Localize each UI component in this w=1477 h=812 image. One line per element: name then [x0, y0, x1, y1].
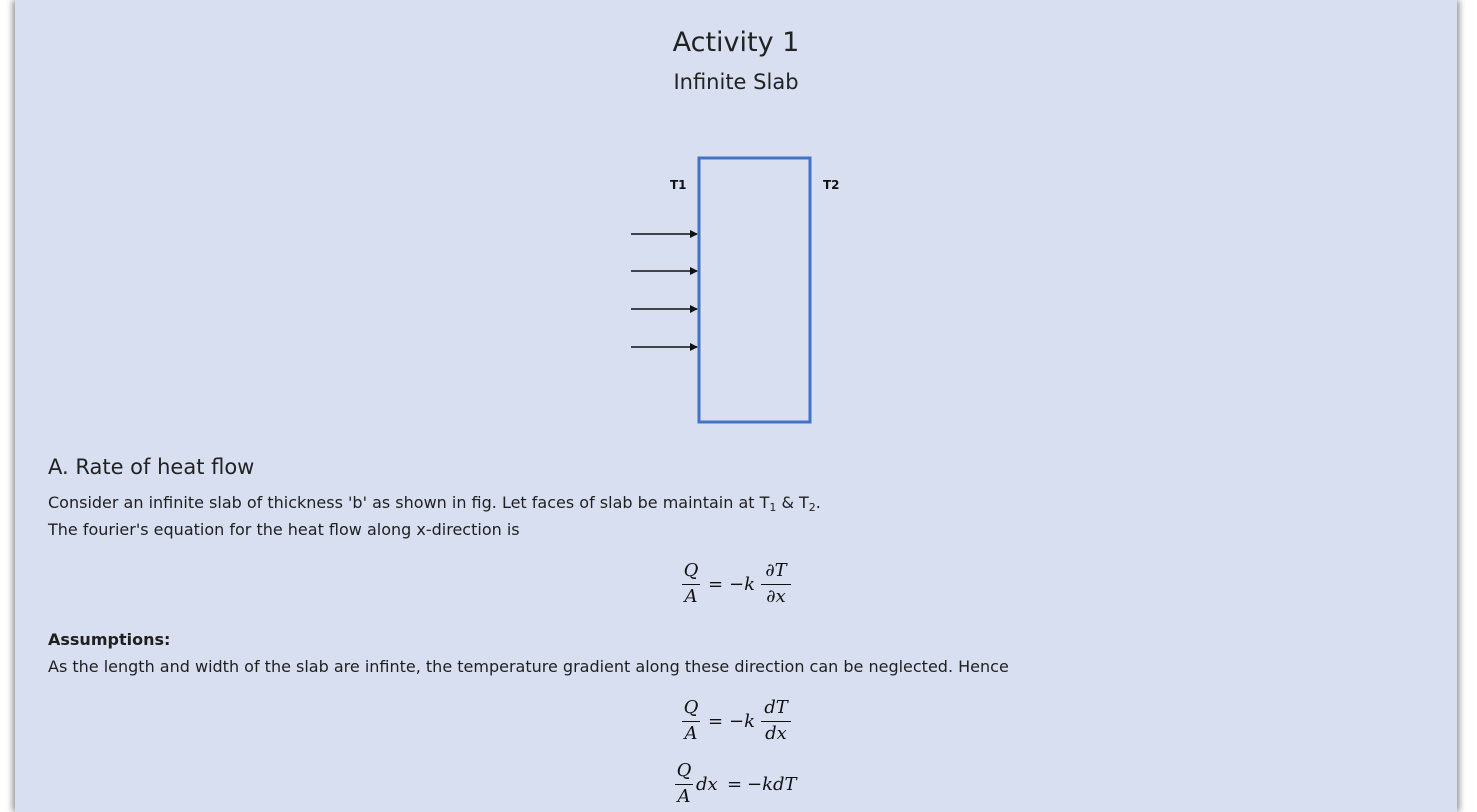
page-subtitle: Infinite Slab: [673, 70, 799, 94]
eq3-lhs-tail: dx: [696, 774, 718, 795]
fourier-equation: [675, 561, 805, 611]
eq2-rhs-fraction: [761, 698, 791, 744]
intro-subscript-2: 2: [808, 501, 816, 514]
slab-diagram: [615, 150, 875, 435]
equation-intro: The fourier's equation for the heat flow along x-direction is: [48, 520, 520, 539]
eq2-lhs-denominator: A: [684, 723, 698, 744]
intro-paragraph: [48, 493, 821, 512]
page-title: Activity 1: [672, 27, 800, 58]
eq3-equals: =: [727, 774, 743, 795]
eq2-rhs-denominator: dx: [765, 723, 787, 744]
intro-subscript-1: 1: [769, 501, 777, 514]
intro-text: Consider an infinite slab of thickness 'b' as shown in fig. Let faces of slab be maintain at T: [48, 493, 770, 512]
eq2-lhs-fraction: [682, 698, 700, 744]
simplified-equation: [675, 698, 805, 748]
eq1-lhs-denominator: A: [684, 586, 698, 607]
section-heading: A. Rate of heat flow: [48, 455, 255, 479]
eq2-equals: =: [708, 711, 724, 732]
t2-label: T2: [823, 178, 840, 192]
eq3-lhs-denominator: A: [677, 786, 691, 807]
eq3-lhs-numerator: Q: [676, 760, 692, 781]
eq1-equals: =: [708, 574, 724, 595]
eq1-lhs-numerator: Q: [683, 560, 699, 581]
eq1-lhs-fraction: [682, 561, 700, 607]
eq1-rhs-denominator: ∂x: [766, 586, 786, 607]
eq3-lhs-fraction: [675, 761, 693, 807]
eq2-rhs-numerator: dT: [764, 697, 788, 718]
eq1-rhs-fraction: [761, 561, 791, 607]
eq3-rhs: −kdT: [747, 774, 797, 795]
assumptions-label: Assumptions:: [48, 630, 171, 649]
eq2-lhs-numerator: Q: [683, 697, 699, 718]
eq1-coefficient: −k: [729, 574, 755, 595]
assumptions-text: As the length and width of the slab are infinte, the temperature gradient along these direction can be neglected. Hence: [48, 657, 1009, 676]
content-panel: [15, 0, 1457, 812]
slab-rectangle: [699, 158, 810, 422]
eq2-coefficient: −k: [729, 711, 755, 732]
intro-mid-text: & T: [776, 493, 809, 512]
intro-end-text: .: [815, 493, 821, 512]
eq1-rhs-numerator: ∂T: [765, 560, 787, 581]
separated-equation: [667, 761, 827, 811]
t1-label: T1: [670, 178, 687, 192]
